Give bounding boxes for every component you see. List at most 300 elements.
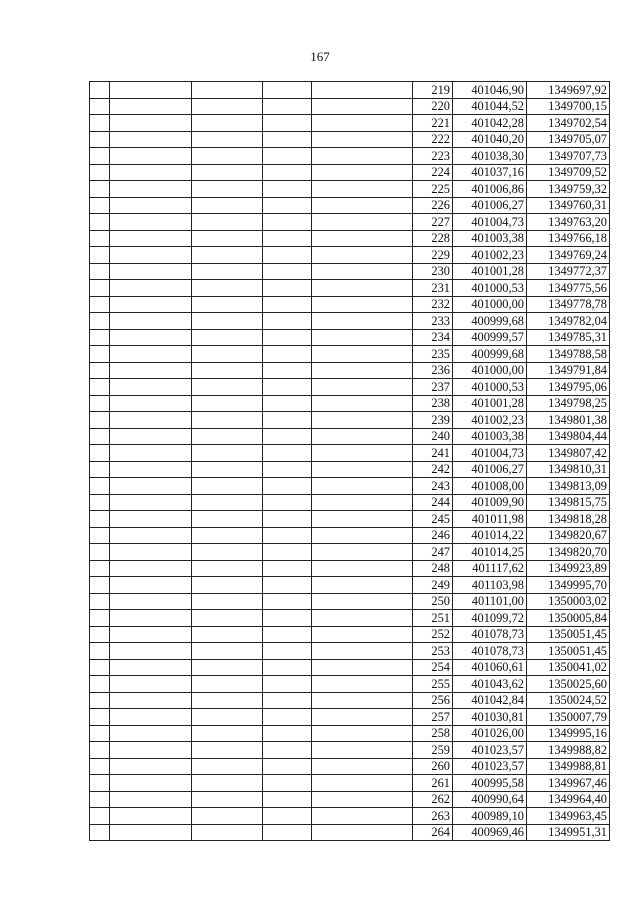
point-number-cell: 244	[413, 494, 453, 511]
empty-cell-1	[90, 709, 110, 726]
x-coordinate-cell: 401040,20	[453, 131, 527, 148]
y-coordinate-cell: 1350051,45	[527, 626, 610, 643]
table-row	[90, 544, 610, 561]
empty-cell-5	[312, 494, 413, 511]
y-coordinate-cell: 1349769,24	[527, 247, 610, 264]
empty-cell-1	[90, 329, 110, 346]
x-coordinate-cell: 401009,90	[453, 494, 527, 511]
empty-cell-3	[192, 742, 263, 759]
empty-cell-2	[110, 544, 192, 561]
empty-cell-5	[312, 313, 413, 330]
empty-cell-1	[90, 296, 110, 313]
empty-cell-5	[312, 296, 413, 313]
y-coordinate-cell: 1349820,70	[527, 544, 610, 561]
y-coordinate-cell: 1349707,73	[527, 148, 610, 165]
empty-cell-3	[192, 445, 263, 462]
empty-cell-3	[192, 214, 263, 231]
empty-cell-1	[90, 725, 110, 742]
empty-cell-2	[110, 247, 192, 264]
x-coordinate-cell: 401002,23	[453, 247, 527, 264]
empty-cell-4	[263, 296, 312, 313]
empty-cell-3	[192, 791, 263, 808]
empty-cell-5	[312, 280, 413, 297]
y-coordinate-cell: 1349810,31	[527, 461, 610, 478]
x-coordinate-cell: 401044,52	[453, 98, 527, 115]
empty-cell-2	[110, 346, 192, 363]
empty-cell-1	[90, 775, 110, 792]
point-number-cell: 239	[413, 412, 453, 429]
point-number-cell: 225	[413, 181, 453, 198]
empty-cell-5	[312, 643, 413, 660]
table-row	[90, 428, 610, 445]
empty-cell-4	[263, 148, 312, 165]
empty-cell-4	[263, 346, 312, 363]
table-row	[90, 280, 610, 297]
table-row	[90, 742, 610, 759]
empty-cell-1	[90, 808, 110, 825]
empty-cell-4	[263, 511, 312, 528]
empty-cell-3	[192, 247, 263, 264]
empty-cell-5	[312, 527, 413, 544]
point-number-cell: 220	[413, 98, 453, 115]
x-coordinate-cell: 401023,57	[453, 758, 527, 775]
y-coordinate-cell: 1349782,04	[527, 313, 610, 330]
table-row	[90, 643, 610, 660]
empty-cell-1	[90, 791, 110, 808]
empty-cell-2	[110, 263, 192, 280]
x-coordinate-cell: 401014,25	[453, 544, 527, 561]
empty-cell-4	[263, 131, 312, 148]
table-row	[90, 329, 610, 346]
empty-cell-5	[312, 181, 413, 198]
point-number-cell: 219	[413, 82, 453, 99]
empty-cell-1	[90, 610, 110, 627]
table-row	[90, 131, 610, 148]
empty-cell-5	[312, 445, 413, 462]
empty-cell-3	[192, 461, 263, 478]
empty-cell-2	[110, 329, 192, 346]
x-coordinate-cell: 401001,28	[453, 395, 527, 412]
empty-cell-5	[312, 742, 413, 759]
x-coordinate-cell: 401000,53	[453, 379, 527, 396]
empty-cell-5	[312, 808, 413, 825]
table-row	[90, 98, 610, 115]
x-coordinate-cell: 401006,27	[453, 461, 527, 478]
empty-cell-3	[192, 362, 263, 379]
empty-cell-4	[263, 560, 312, 577]
empty-cell-4	[263, 230, 312, 247]
x-coordinate-cell: 400999,57	[453, 329, 527, 346]
empty-cell-1	[90, 692, 110, 709]
table-row	[90, 593, 610, 610]
empty-cell-5	[312, 115, 413, 132]
empty-cell-2	[110, 758, 192, 775]
y-coordinate-cell: 1349988,81	[527, 758, 610, 775]
empty-cell-2	[110, 659, 192, 676]
empty-cell-1	[90, 659, 110, 676]
y-coordinate-cell: 1349763,20	[527, 214, 610, 231]
empty-cell-1	[90, 280, 110, 297]
table-row	[90, 115, 610, 132]
empty-cell-1	[90, 643, 110, 660]
empty-cell-3	[192, 115, 263, 132]
empty-cell-5	[312, 824, 413, 841]
empty-cell-2	[110, 197, 192, 214]
empty-cell-4	[263, 709, 312, 726]
x-coordinate-cell: 401000,00	[453, 296, 527, 313]
empty-cell-2	[110, 379, 192, 396]
empty-cell-4	[263, 428, 312, 445]
y-coordinate-cell: 1350024,52	[527, 692, 610, 709]
empty-cell-5	[312, 478, 413, 495]
empty-cell-1	[90, 758, 110, 775]
empty-cell-1	[90, 82, 110, 99]
empty-cell-5	[312, 775, 413, 792]
y-coordinate-cell: 1349995,16	[527, 725, 610, 742]
empty-cell-1	[90, 164, 110, 181]
table-row	[90, 247, 610, 264]
empty-cell-3	[192, 82, 263, 99]
empty-cell-3	[192, 428, 263, 445]
empty-cell-3	[192, 610, 263, 627]
x-coordinate-cell: 401011,98	[453, 511, 527, 528]
table-body	[90, 82, 610, 841]
point-number-cell: 257	[413, 709, 453, 726]
empty-cell-5	[312, 197, 413, 214]
empty-cell-2	[110, 362, 192, 379]
x-coordinate-cell: 401004,73	[453, 445, 527, 462]
empty-cell-3	[192, 197, 263, 214]
empty-cell-1	[90, 626, 110, 643]
y-coordinate-cell: 1349801,38	[527, 412, 610, 429]
empty-cell-2	[110, 82, 192, 99]
empty-cell-3	[192, 478, 263, 495]
table-row	[90, 791, 610, 808]
table-row	[90, 214, 610, 231]
empty-cell-5	[312, 148, 413, 165]
empty-cell-2	[110, 511, 192, 528]
empty-cell-3	[192, 329, 263, 346]
empty-cell-3	[192, 280, 263, 297]
table-row	[90, 412, 610, 429]
x-coordinate-cell: 401030,81	[453, 709, 527, 726]
empty-cell-3	[192, 775, 263, 792]
y-coordinate-cell: 1349778,78	[527, 296, 610, 313]
empty-cell-5	[312, 610, 413, 627]
empty-cell-3	[192, 379, 263, 396]
empty-cell-3	[192, 659, 263, 676]
table-row	[90, 296, 610, 313]
y-coordinate-cell: 1349705,07	[527, 131, 610, 148]
x-coordinate-cell: 401038,30	[453, 148, 527, 165]
empty-cell-1	[90, 824, 110, 841]
point-number-cell: 233	[413, 313, 453, 330]
empty-cell-4	[263, 775, 312, 792]
empty-cell-4	[263, 115, 312, 132]
y-coordinate-cell: 1349818,28	[527, 511, 610, 528]
x-coordinate-cell: 401023,57	[453, 742, 527, 759]
empty-cell-1	[90, 346, 110, 363]
x-coordinate-cell: 401042,84	[453, 692, 527, 709]
empty-cell-2	[110, 181, 192, 198]
empty-cell-2	[110, 643, 192, 660]
table-row	[90, 725, 610, 742]
empty-cell-1	[90, 577, 110, 594]
y-coordinate-cell: 1349795,06	[527, 379, 610, 396]
empty-cell-5	[312, 461, 413, 478]
empty-cell-2	[110, 791, 192, 808]
empty-cell-4	[263, 214, 312, 231]
x-coordinate-cell: 401101,00	[453, 593, 527, 610]
empty-cell-5	[312, 214, 413, 231]
y-coordinate-cell: 1350025,60	[527, 676, 610, 693]
empty-cell-3	[192, 98, 263, 115]
point-number-cell: 263	[413, 808, 453, 825]
y-coordinate-cell: 1350005,84	[527, 610, 610, 627]
point-number-cell: 260	[413, 758, 453, 775]
table-row	[90, 461, 610, 478]
x-coordinate-cell: 401037,16	[453, 164, 527, 181]
empty-cell-5	[312, 758, 413, 775]
y-coordinate-cell: 1349820,67	[527, 527, 610, 544]
y-coordinate-cell: 1349804,44	[527, 428, 610, 445]
table-row	[90, 181, 610, 198]
x-coordinate-cell: 401078,73	[453, 626, 527, 643]
point-number-cell: 232	[413, 296, 453, 313]
empty-cell-1	[90, 494, 110, 511]
y-coordinate-cell: 1349766,18	[527, 230, 610, 247]
table-row	[90, 659, 610, 676]
empty-cell-4	[263, 313, 312, 330]
table-row	[90, 610, 610, 627]
point-number-cell: 221	[413, 115, 453, 132]
empty-cell-4	[263, 824, 312, 841]
empty-cell-4	[263, 263, 312, 280]
point-number-cell: 254	[413, 659, 453, 676]
y-coordinate-cell: 1349759,32	[527, 181, 610, 198]
x-coordinate-cell: 401003,38	[453, 230, 527, 247]
empty-cell-3	[192, 296, 263, 313]
empty-cell-5	[312, 692, 413, 709]
empty-cell-3	[192, 230, 263, 247]
empty-cell-5	[312, 593, 413, 610]
empty-cell-1	[90, 445, 110, 462]
point-number-cell: 227	[413, 214, 453, 231]
x-coordinate-cell: 401103,98	[453, 577, 527, 594]
empty-cell-3	[192, 593, 263, 610]
point-number-cell: 240	[413, 428, 453, 445]
empty-cell-1	[90, 115, 110, 132]
empty-cell-3	[192, 692, 263, 709]
empty-cell-1	[90, 412, 110, 429]
empty-cell-4	[263, 197, 312, 214]
empty-cell-4	[263, 527, 312, 544]
empty-cell-3	[192, 544, 263, 561]
empty-cell-5	[312, 263, 413, 280]
y-coordinate-cell: 1349791,84	[527, 362, 610, 379]
table-row	[90, 577, 610, 594]
empty-cell-5	[312, 560, 413, 577]
table-row	[90, 560, 610, 577]
empty-cell-5	[312, 511, 413, 528]
x-coordinate-cell: 401014,22	[453, 527, 527, 544]
empty-cell-1	[90, 362, 110, 379]
empty-cell-4	[263, 412, 312, 429]
point-number-cell: 247	[413, 544, 453, 561]
table-row	[90, 824, 610, 841]
empty-cell-2	[110, 115, 192, 132]
x-coordinate-cell: 401026,00	[453, 725, 527, 742]
empty-cell-4	[263, 610, 312, 627]
empty-cell-5	[312, 676, 413, 693]
point-number-cell: 222	[413, 131, 453, 148]
y-coordinate-cell: 1349813,09	[527, 478, 610, 495]
y-coordinate-cell: 1349995,70	[527, 577, 610, 594]
empty-cell-5	[312, 379, 413, 396]
point-number-cell: 230	[413, 263, 453, 280]
empty-cell-4	[263, 82, 312, 99]
empty-cell-3	[192, 808, 263, 825]
point-number-cell: 235	[413, 346, 453, 363]
empty-cell-1	[90, 461, 110, 478]
point-number-cell: 237	[413, 379, 453, 396]
empty-cell-1	[90, 98, 110, 115]
empty-cell-3	[192, 577, 263, 594]
empty-cell-4	[263, 164, 312, 181]
table-row	[90, 230, 610, 247]
empty-cell-4	[263, 659, 312, 676]
empty-cell-1	[90, 181, 110, 198]
point-number-cell: 259	[413, 742, 453, 759]
y-coordinate-cell: 1350051,45	[527, 643, 610, 660]
table-row	[90, 808, 610, 825]
empty-cell-5	[312, 659, 413, 676]
table-row	[90, 164, 610, 181]
empty-cell-2	[110, 709, 192, 726]
empty-cell-2	[110, 395, 192, 412]
empty-cell-2	[110, 164, 192, 181]
empty-cell-1	[90, 478, 110, 495]
empty-cell-3	[192, 131, 263, 148]
empty-cell-5	[312, 82, 413, 99]
point-number-cell: 228	[413, 230, 453, 247]
empty-cell-3	[192, 494, 263, 511]
empty-cell-5	[312, 395, 413, 412]
y-coordinate-cell: 1349798,25	[527, 395, 610, 412]
point-number-cell: 238	[413, 395, 453, 412]
y-coordinate-cell: 1350041,02	[527, 659, 610, 676]
y-coordinate-cell: 1349709,52	[527, 164, 610, 181]
empty-cell-1	[90, 230, 110, 247]
x-coordinate-cell: 401008,00	[453, 478, 527, 495]
empty-cell-4	[263, 626, 312, 643]
empty-cell-2	[110, 313, 192, 330]
empty-cell-5	[312, 247, 413, 264]
table-row	[90, 478, 610, 495]
table-row	[90, 362, 610, 379]
empty-cell-1	[90, 511, 110, 528]
empty-cell-5	[312, 346, 413, 363]
empty-cell-3	[192, 313, 263, 330]
empty-cell-2	[110, 461, 192, 478]
point-number-cell: 252	[413, 626, 453, 643]
y-coordinate-cell: 1349988,82	[527, 742, 610, 759]
empty-cell-2	[110, 296, 192, 313]
x-coordinate-cell: 401006,86	[453, 181, 527, 198]
empty-cell-3	[192, 412, 263, 429]
x-coordinate-cell: 400969,46	[453, 824, 527, 841]
x-coordinate-cell: 401078,73	[453, 643, 527, 660]
y-coordinate-cell: 1349702,54	[527, 115, 610, 132]
table-row	[90, 775, 610, 792]
page-number: 167	[310, 49, 330, 64]
point-number-cell: 226	[413, 197, 453, 214]
empty-cell-4	[263, 247, 312, 264]
empty-cell-1	[90, 428, 110, 445]
empty-cell-2	[110, 775, 192, 792]
point-number-cell: 262	[413, 791, 453, 808]
y-coordinate-cell: 1349788,58	[527, 346, 610, 363]
table-row	[90, 511, 610, 528]
point-number-cell: 253	[413, 643, 453, 660]
empty-cell-2	[110, 214, 192, 231]
empty-cell-5	[312, 164, 413, 181]
empty-cell-3	[192, 164, 263, 181]
y-coordinate-cell: 1349697,92	[527, 82, 610, 99]
point-number-cell: 251	[413, 610, 453, 627]
table-row	[90, 494, 610, 511]
x-coordinate-cell: 401117,62	[453, 560, 527, 577]
table-row	[90, 197, 610, 214]
empty-cell-2	[110, 626, 192, 643]
empty-cell-2	[110, 494, 192, 511]
x-coordinate-cell: 401006,27	[453, 197, 527, 214]
point-number-cell: 261	[413, 775, 453, 792]
table-row	[90, 445, 610, 462]
empty-cell-5	[312, 412, 413, 429]
x-coordinate-cell: 400989,10	[453, 808, 527, 825]
empty-cell-1	[90, 544, 110, 561]
y-coordinate-cell: 1349815,75	[527, 494, 610, 511]
empty-cell-1	[90, 148, 110, 165]
table-row	[90, 709, 610, 726]
empty-cell-2	[110, 280, 192, 297]
empty-cell-1	[90, 247, 110, 264]
x-coordinate-cell: 401099,72	[453, 610, 527, 627]
point-number-cell: 264	[413, 824, 453, 841]
y-coordinate-cell: 1349775,56	[527, 280, 610, 297]
coordinates-table	[89, 81, 610, 841]
empty-cell-2	[110, 676, 192, 693]
y-coordinate-cell: 1349963,45	[527, 808, 610, 825]
empty-cell-2	[110, 577, 192, 594]
empty-cell-3	[192, 511, 263, 528]
empty-cell-4	[263, 593, 312, 610]
empty-cell-3	[192, 709, 263, 726]
y-coordinate-cell: 1350003,02	[527, 593, 610, 610]
empty-cell-2	[110, 478, 192, 495]
empty-cell-3	[192, 346, 263, 363]
empty-cell-2	[110, 148, 192, 165]
point-number-cell: 258	[413, 725, 453, 742]
empty-cell-4	[263, 445, 312, 462]
empty-cell-4	[263, 808, 312, 825]
x-coordinate-cell: 401001,28	[453, 263, 527, 280]
empty-cell-3	[192, 676, 263, 693]
table-row	[90, 527, 610, 544]
point-number-cell: 241	[413, 445, 453, 462]
empty-cell-4	[263, 280, 312, 297]
